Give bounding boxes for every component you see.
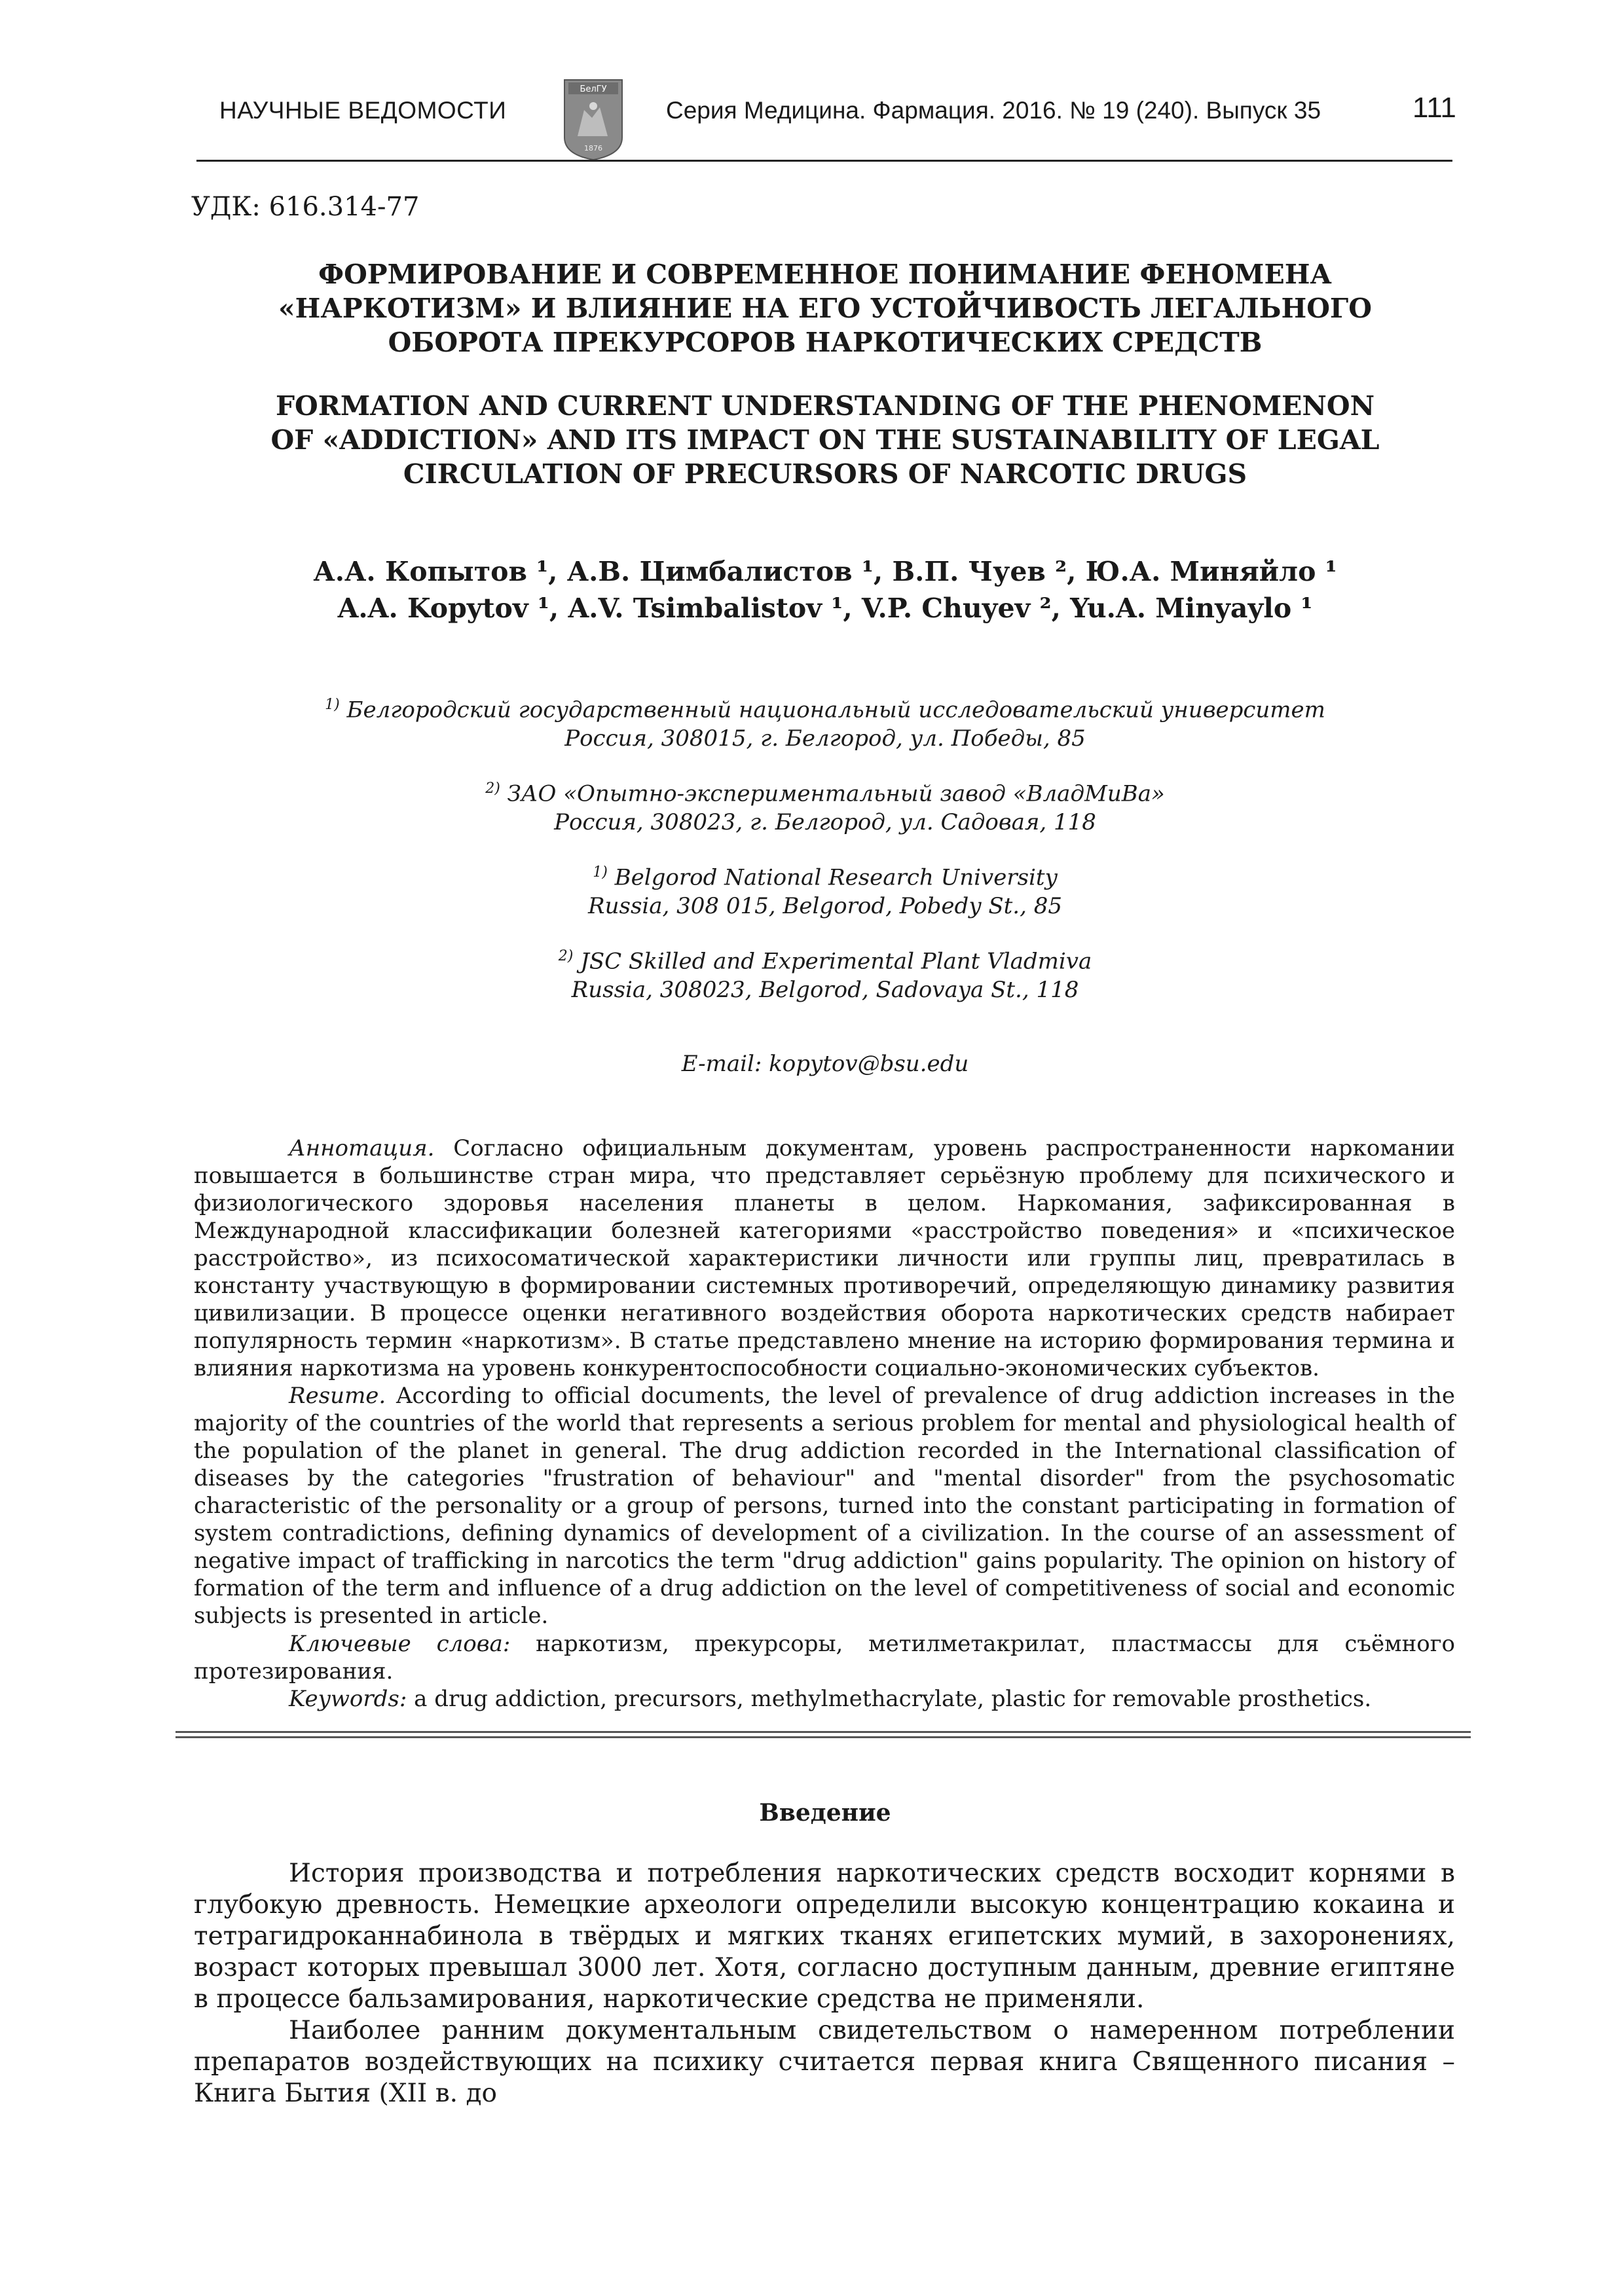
affiliation-name: JSC Skilled and Experimental Plant Vladmiva: [580, 948, 1092, 975]
keywords-en-text: a drug addiction, precursors, methylmethacrylate, plastic for removable prosthetics.: [407, 1686, 1372, 1712]
title-ru-line: ОБОРОТА ПРЕКУРСОРОВ НАРКОТИЧЕСКИХ СРЕДСТВ: [388, 327, 1263, 358]
paragraph: Наиболее ранним документальным свидетельством о намеренном потреблении препаратов воздействующих на психику считается первая книга Священного писания – Книга Бытия (XII в. до: [194, 2016, 1455, 2108]
section-divider: [175, 1731, 1471, 1741]
affiliation-marker: 2): [558, 948, 574, 964]
logo-text: БелГУ: [580, 84, 607, 94]
affiliation-marker: 1): [325, 697, 340, 713]
affiliation-marker: 1): [593, 864, 608, 881]
keywords-russian: [194, 1630, 1455, 1685]
introduction-text: [194, 1858, 1455, 2109]
affiliation-1-en: [183, 858, 1467, 920]
affiliation-2-ru: [183, 774, 1467, 837]
affiliation-2-en: [183, 942, 1467, 1004]
affiliation-address: Россия, 308023, г. Белгород, ул. Садовая, 118: [554, 809, 1096, 836]
affiliation-address: Россия, 308015, г. Белгород, ул. Победы, 85: [564, 725, 1086, 752]
paragraph: История производства и потребления наркотических средств восходит корнями в глубокую древность. Немецкие археологи определили высокую концентрацию кокаина и тетрагидроканнабинола в твёрдых и мягких тканях египетских мумий, в захоронениях, возраст которых превышал 3000 лет. Хотя, согласно доступным данным, древние египтяне в процессе бальзамирования, наркотические средства не применяли.: [194, 1859, 1455, 2014]
contact-email: E-mail: kopytov@bsu.edu: [681, 1051, 969, 1077]
abstract: [194, 1135, 1455, 1630]
page-number: 111: [1412, 92, 1456, 124]
affiliation-name: Белгородский государственный национальный исследовательский университет: [346, 697, 1325, 723]
keywords-ru-text: наркотизм, прекурсоры, метилметакрилат, пластмассы для съёмного протезирования.: [194, 1631, 1455, 1685]
abstract-label: Аннотация.: [289, 1135, 435, 1161]
resume-label: Resume.: [289, 1383, 386, 1409]
title-ru-line: «НАРКОТИЗМ» И ВЛИЯНИЕ НА ЕГО УСТОЙЧИВОСТЬ ЛЕГАЛЬНОГО: [278, 293, 1372, 324]
abstract-english: [194, 1382, 1455, 1630]
title-en-line: OF «ADDICTION» AND ITS IMPACT ON THE SUSTAINABILITY OF LEGAL: [270, 424, 1380, 456]
keywords-english: [194, 1685, 1455, 1713]
affiliation-name: Belgorod National Research University: [614, 864, 1058, 891]
university-logo: [562, 77, 625, 161]
header-divider: [196, 160, 1452, 162]
affiliation-address: Russia, 308023, Belgorod, Sadovaya St., 118: [571, 977, 1079, 1004]
title-russian: [183, 257, 1467, 359]
resume-text: According to official documents, the level of prevalence of drug addiction increases in the majority of the countries of the world that represents a serious problem for mental and physiological health of the population of the planet in general. The drug addiction recorded in the International classification of diseases by the categories "frustration of behaviour" and "mental disorder" from the psychosomatic characteristic of the personality or a group of persons, turned into the constant participating in formation of system contradictions, defining dynamics of development of a civilization. In the course of an assessment of negative impact of trafficking in narcotics the term "drug addiction" gains popularity. The opinion on history of formation of the term and influence of a drug addiction on the level of competitiveness of social and economic subjects is presented in article.: [194, 1383, 1455, 1629]
udk-code: УДК: 616.314-77: [191, 192, 420, 222]
affiliation-marker: 2): [485, 780, 500, 797]
keywords-en-label: Keywords:: [289, 1686, 407, 1712]
affiliation-1-ru: [183, 691, 1467, 753]
section-title: Введение: [759, 1799, 891, 1827]
authors-russian: А.А. Копытов ¹, А.В. Цимбалистов ¹, В.П. Чуев ², Ю.А. Миняйло ¹: [313, 556, 1337, 587]
authors-english: A.A. Kopytov ¹, A.V. Tsimbalistov ¹, V.P. Chuyev ², Yu.A. Minyaylo ¹: [337, 592, 1313, 624]
keywords-ru-label: Ключевые слова:: [289, 1631, 511, 1657]
affiliation-address: Russia, 308 015, Belgorod, Pobedy St., 85: [588, 893, 1062, 920]
series-info: Серия Медицина. Фармация. 2016. № 19 (240). Выпуск 35: [666, 97, 1321, 124]
logo-year: 1876: [584, 144, 602, 153]
authors: [183, 553, 1467, 627]
journal-name: НАУЧНЫЕ ВЕДОМОСТИ: [219, 97, 507, 124]
abstract-text: Согласно официальным документам, уровень распространенности наркомании повышается в большинстве стран мира, что представляет серьёзную проблему для психического и физиологического здоровья населения планеты в целом. Наркомания, зафиксированная в Международной классификации болезней категориями «расстройство поведения» и «психическое расстройство», из психосоматической характеристики личности или группы лиц, превратилась в константу участвующую в формировании системных противоречий, определяющую динамику развития цивилизации. В процессе оценки негативного воздействия оборота наркотических средств набирает популярность термин «наркотизм». В статье представлено мнение на историю формирования термина и влияния наркотизма на уровень конкурентоспособности социально-экономических субъектов.: [194, 1135, 1455, 1381]
title-en-line: FORMATION AND CURRENT UNDERSTANDING OF THE PHENOMENON: [275, 390, 1375, 422]
abstract-russian: [194, 1135, 1455, 1382]
title-en-line: CIRCULATION OF PRECURSORS OF NARCOTIC DRUGS: [403, 458, 1247, 490]
title-english: [183, 389, 1467, 491]
keywords: [194, 1630, 1455, 1713]
affiliation-name: ЗАО «Опытно-экспериментальный завод «ВладМиВа»: [507, 780, 1165, 807]
title-ru-line: ФОРМИРОВАНИЕ И СОВРЕМЕННОЕ ПОНИМАНИЕ ФЕНОМЕНА: [318, 259, 1332, 290]
